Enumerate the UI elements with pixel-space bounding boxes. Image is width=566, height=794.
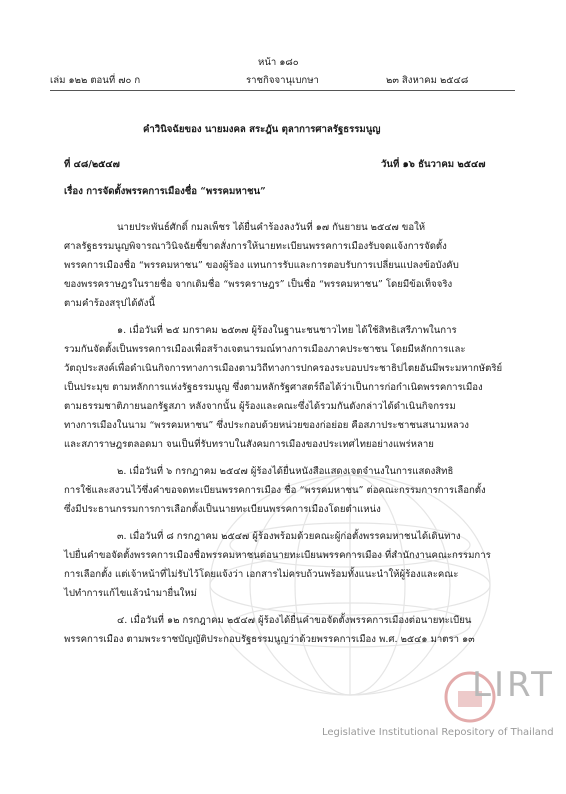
- body-line: ตามคำร้องสรุปได้ดังนี้: [64, 298, 155, 309]
- body-line: พรรคการเมือง ตามพระราชบัญญัติประกอบรัฐธรรมนูญว่าด้วยพรรคการเมือง พ.ศ. ๒๕๔๑ มาตรา ๑๓: [64, 634, 475, 645]
- body-line: ๒. เมื่อวันที่ ๖ กรกฎาคม ๒๕๔๗ ผู้ร้องได้ยื่นหนังสือแสดงเจตจำนงในการแสดงสิทธิ: [117, 466, 454, 477]
- body-line: ไปทำการแก้ไขแล้วนำมายื่นใหม่: [64, 588, 197, 599]
- gazette-date: ๒๓ สิงหาคม ๒๕๔๘: [386, 75, 469, 86]
- body-line: พรรคการเมืองชื่อ “พรรคมหาชน” ของผู้ร้อง แทนการรับและการตอบรับการเปลี่ยนแปลงข้อบังคับ: [64, 260, 459, 271]
- body-line: ๓. เมื่อวันที่ ๘ กรกฎาคม ๒๕๔๗ ผู้ร้องพร้อมด้วยคณะผู้ก่อตั้งพรรคมหาชนได้เดินทาง: [117, 531, 461, 542]
- document-title: คำวินิจฉัยของ นายมงคล สระฎัน ตุลาการศาลรัฐธรรมนูญ: [143, 124, 381, 135]
- lirt-brand-text: LIRT: [472, 665, 555, 705]
- body-line: ศาลรัฐธรรมนูญพิจารณาวินิจฉัยชี้ขาดสั่งการให้นายทะเบียนพรรคการเมืองรับจดแจ้งการจัดตั้ง: [64, 241, 447, 252]
- document-subject: เรื่อง การจัดตั้งพรรคการเมืองชื่อ “พรรคมหาชน”: [64, 186, 266, 197]
- gazette-name: ราชกิจจานุเบกษา: [246, 75, 319, 86]
- volume-label: เล่ม ๑๒๒ ตอนที่ ๗๐ ก: [50, 75, 141, 86]
- body-line: ทางการเมืองในนาม “พรรคมหาชน” ซึ่งประกอบด้วยหน่วยของก่อย่อย คือสภาประชาชนสนามหลวง: [64, 420, 469, 431]
- body-line: และสภาราษฎรตลอดมา จนเป็นที่รับทราบในสังคมการเมืองของประเทศไทยอย่างแพร่หลาย: [64, 439, 434, 450]
- body-line: ๑. เมื่อวันที่ ๒๕ มกราคม ๒๕๓๗ ผู้ร้องในฐานะชนชาวไทย ได้ใช้สิทธิเสรีภาพในการ: [117, 325, 457, 336]
- body-line: ๔. เมื่อวันที่ ๑๒ กรกฎาคม ๒๕๔๗ ผู้ร้องได้ยื่นคำขอจัดตั้งพรรคการเมืองต่อนายทะเบียน: [117, 615, 472, 626]
- body-line: เป็นประมุข ตามหลักการแห่งรัฐธรรมนูญ ซึ่งตามหลักรัฐศาสตร์ถือได้ว่าเป็นการก่อกำเนิดพรรคการเมือง: [64, 382, 483, 393]
- body-line: วัตถุประสงค์เพื่อดำเนินกิจการทางการเมืองตามวิถีทางการปกครองระบอบประชาธิปไตยอันมีพระมหากษัตริย์: [64, 363, 503, 374]
- header-divider: [50, 90, 515, 91]
- lirt-subtitle: Legislative Institutional Repository of Thailand: [322, 727, 554, 738]
- body-line: การใช้และสงวนไว้ซึ่งคำขอจดทะเบียนพรรคการเมือง ชื่อ “พรรคมหาชน” ต่อคณะกรรมการการเลือกตั้ง: [64, 485, 486, 496]
- body-line: ไปยื่นคำขอจัดตั้งพรรคการเมืองชื่อพรรคมหาชนต่อนายทะเบียนพรรคการเมือง ที่สำนักงานคณะกรรมการ: [64, 550, 491, 561]
- body-line: รวมกันจัดตั้งเป็นพรรคการเมืองเพื่อสร้างเจตนารมณ์ทางการเมืองภาคประชาชน โดยมีหลักการและ: [64, 344, 466, 355]
- body-line: ตามธรรมชาติภายนอกรัฐสภา หลังจากนั้น ผู้ร้องและคณะซึ่งได้รวมกันดังกล่าวได้ดำเนินกิจกรรม: [64, 401, 456, 412]
- body-line: ซึ่งมีประธานกรรมการการเลือกตั้งเป็นนายทะเบียนพรรคการเมืองโดยตำแหน่ง: [64, 504, 381, 515]
- document-date: วันที่ ๑๖ ธันวาคม ๒๕๔๗: [381, 159, 486, 170]
- body-line: การเลือกตั้ง แต่เจ้าหน้าที่ไม่รับไว้โดยแจ้งว่า เอกสารไม่ครบถ้วนพร้อมทั้งแนะนำให้ผู้ร้องและคณะ: [64, 569, 459, 580]
- body-line: นายประพันธ์ศักดิ์ กมลเพ็ชร ได้ยื่นคำร้องลงวันที่ ๑๗ กันยายน ๒๕๔๗ ขอให้: [117, 222, 426, 233]
- body-line: ของพรรคราษฎรในรายชื่อ จากเดิมชื่อ “พรรคราษฎร” เป็นชื่อ “พรรคมหาชน” โดยมีข้อเท็จจริง: [64, 279, 453, 290]
- page-number: หน้า ๑๘๐: [258, 57, 299, 68]
- document-number: ที่ ๔๘/๒๕๔๗: [64, 159, 120, 170]
